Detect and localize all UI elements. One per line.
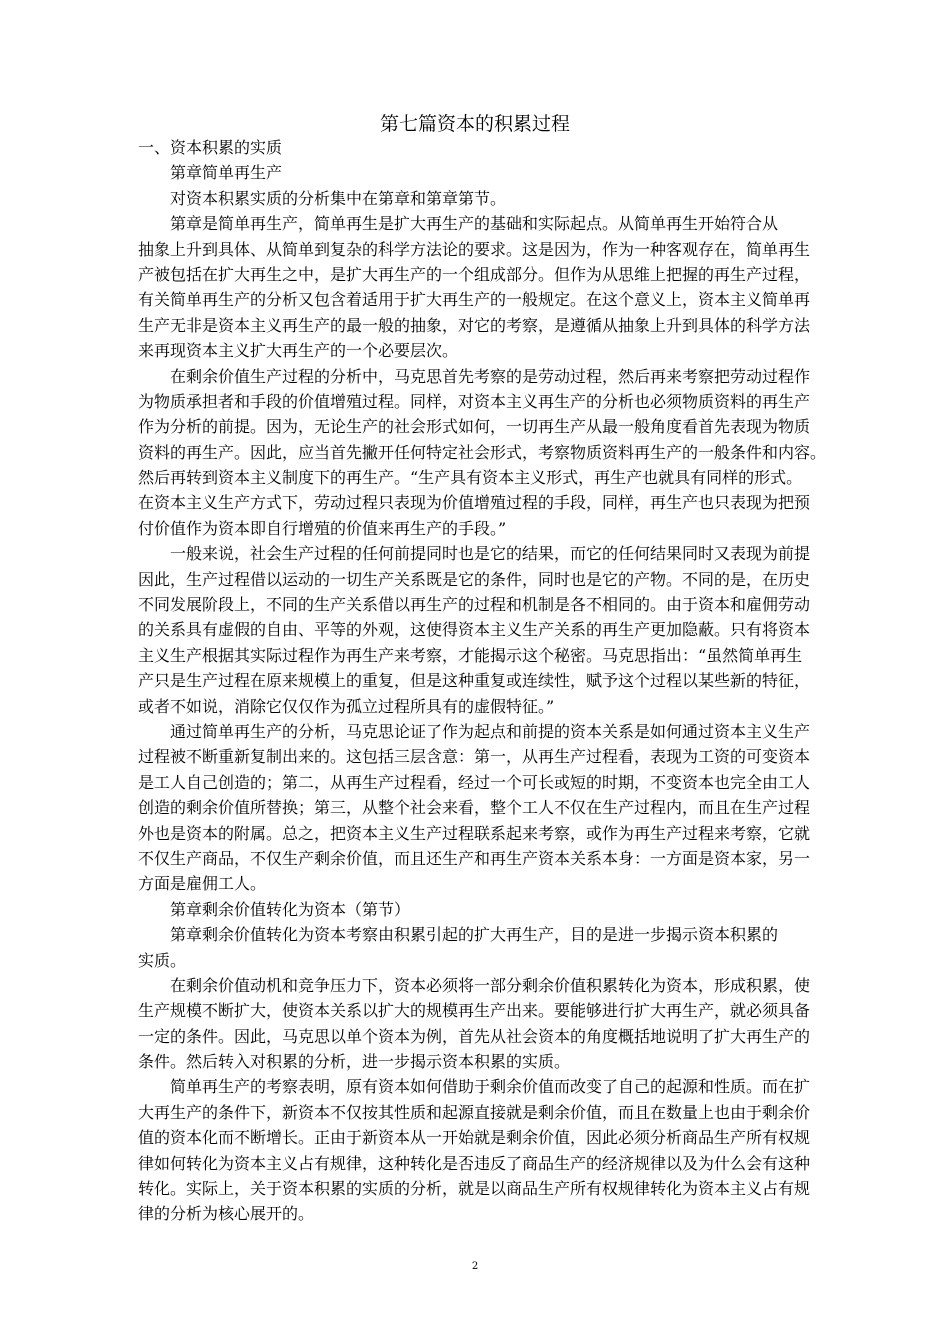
text-line: 是工人自己创造的；第二，从再生产过程看，经过一个可长或短的时期，不变资本也完全由工人	[138, 772, 811, 792]
text-line: 值的资本化而不断增长。正由于新资本从一开始就是剩余价值，因此必须分析商品生产所有权规	[138, 1128, 811, 1148]
text-line: 资料的再生产。因此，应当首先撇开任何特定社会形式，考察物质资料再生产的一般条件和内容。	[138, 442, 827, 462]
text-line: 因此，生产过程借以运动的一切生产关系既是它的条件，同时也是它的产物。不同的是，在历史	[138, 569, 811, 589]
text-line: 然后再转到资本主义制度下的再生产。“生产具有资本主义形式，再生产也就具有同样的形式。	[138, 468, 803, 488]
text-line: 过程被不断重新复制出来的。这包括三层含意：第一，从再生产过程看，表现为工资的可变资本	[138, 747, 811, 767]
text-line: 一般来说，社会生产过程的任何前提同时也是它的结果，而它的任何结果同时又表现为前提	[170, 544, 811, 564]
text-line: 为物质承担者和手段的价值增殖过程。同样，对资本主义再生产的分析也必须物质资料的再生产	[138, 391, 811, 411]
text-line: 付价值作为资本即自行增殖的价值来再生产的手段。”	[138, 518, 507, 538]
text-line: 或者不如说，消除它仅仅作为孤立过程所具有的虚假特征。”	[138, 696, 555, 716]
body-text	[138, 135, 858, 1227]
page-title: 第七篇资本的积累过程	[379, 113, 570, 135]
text-line: 作为分析的前提。因为，无论生产的社会形式如何，一切再生产从最一般角度看首先表现为物质	[138, 417, 811, 437]
text-line: 产只是生产过程在原来规模上的重复，但是这种重复或连续性，赋予这个过程以某些新的特征，	[138, 671, 811, 691]
text-line: 抽象上升到具体、从简单到复杂的科学方法论的要求。这是因为，作为一种客观存在，简单再生	[138, 239, 811, 259]
text-line: 有关简单再生产的分析又包含着适用于扩大再生产的一般规定。在这个意义上，资本主义简单再	[138, 290, 811, 310]
text-line: 创造的剩余价值所替换；第三，从整个社会来看，整个工人不仅在生产过程内，而且在生产过程	[138, 798, 811, 818]
text-line: 外也是资本的附属。总之，把资本主义生产过程联系起来考察，或作为再生产过程来考察，它就	[138, 823, 811, 843]
text-line: 对资本积累实质的分析集中在第章和第章第节。	[170, 188, 507, 208]
text-line: 条件。然后转入对积累的分析，进一步揭示资本积累的实质。	[138, 1052, 571, 1072]
text-line: 在资本主义生产方式下，劳动过程只表现为价值增殖过程的手段，同样，再生产也只表现为把预	[138, 493, 811, 513]
text-line: 的关系具有虚假的自由、平等的外观，这使得资本主义生产关系的再生产更加隐蔽。只有将资本	[138, 620, 811, 640]
text-line: 第章简单再生产	[170, 163, 283, 183]
text-line: 一定的条件。因此，马克思以单个资本为例，首先从社会资本的角度概括地说明了扩大再生产的	[138, 1026, 811, 1046]
text-line: 不仅生产商品，不仅生产剩余价值，而且还生产和再生产资本关系本身：一方面是资本家，另一	[138, 848, 811, 868]
text-line: 律如何转化为资本主义占有规律，这种转化是否违反了商品生产的经济规律以及为什么会有这种	[138, 1153, 811, 1173]
text-line: 在剩余价值生产过程的分析中，马克思首先考察的是劳动过程，然后再来考察把劳动过程作	[170, 366, 811, 386]
text-line: 生产无非是资本主义再生产的最一般的抽象，对它的考察，是遵循从抽象上升到具体的科学方法	[138, 315, 811, 335]
text-line: 转化。实际上，关于资本积累的实质的分析，就是以商品生产所有权规律转化为资本主义占有规	[138, 1179, 811, 1199]
text-line: 不同发展阶段上，不同的生产关系借以再生产的过程和机制是各不相同的。由于资本和雇佣劳动	[138, 595, 811, 615]
text-line: 简单再生产的考察表明，原有资本如何借助于剩余价值而改变了自己的起源和性质。而在扩	[170, 1077, 811, 1097]
text-line: 第章剩余价值转化为资本考察由积累引起的扩大再生产，目的是进一步揭示资本积累的	[170, 925, 779, 945]
text-line: 实质。	[138, 950, 187, 970]
text-line: 方面是雇佣工人。	[138, 874, 267, 894]
text-line: 律的分析为核心展开的。	[138, 1204, 315, 1224]
page-number: 2	[471, 1261, 479, 1272]
text-line: 一、资本积累的实质	[138, 138, 283, 157]
text-line: 主义生产根据其实际过程作为再生产来考察，才能揭示这个秘密。马克思指出：“虽然简单再生	[138, 645, 803, 665]
text-line: 生产规模不断扩大，使资本关系以扩大的规模再生产出来。要能够进行扩大再生产，就必须具备	[138, 1001, 811, 1021]
text-line: 第章是简单再生产，简单再生是扩大再生产的基础和实际起点。从简单再生开始符合从	[170, 214, 779, 234]
text-line: 来再现资本主义扩大再生产的一个必要层次。	[138, 341, 459, 361]
text-line: 产被包括在扩大再生之中，是扩大再生产的一个组成部分。但作为从思维上把握的再生产过程，	[138, 264, 811, 284]
text-line: 通过简单再生产的分析，马克思论证了作为起点和前提的资本关系是如何通过资本主义生产	[170, 721, 811, 741]
text-line: 第章剩余价值转化为资本（第节）	[170, 899, 411, 919]
text-line: 在剩余价值动机和竞争压力下，资本必须将一部分剩余价值积累转化为资本，形成积累，使	[170, 975, 811, 995]
text-line: 大再生产的条件下，新资本不仅按其性质和起源直接就是剩余价值，而且在数量上也由于剩余价	[138, 1102, 811, 1122]
